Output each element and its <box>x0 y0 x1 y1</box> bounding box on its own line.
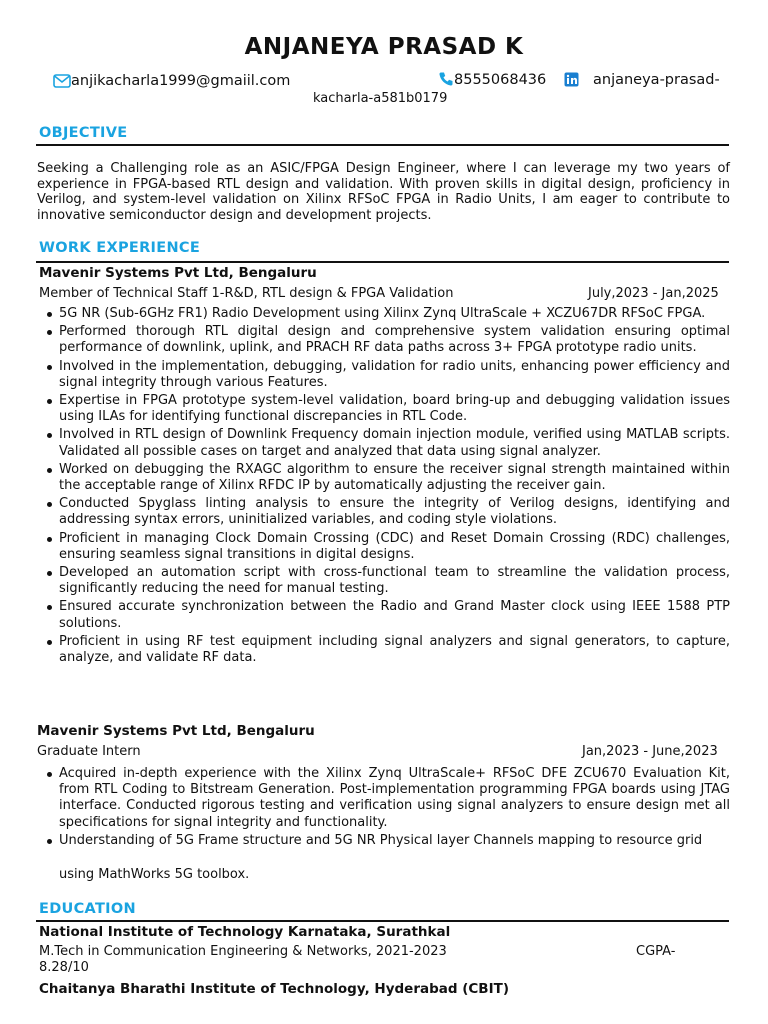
list-item: 5G NR (Sub-6GHz FR1) Radio Development using Xilinx Zynq UltraScale + XCZU67DR RFSoC FPGA. <box>59 306 730 322</box>
job-1-company: Mavenir Systems Pvt Ltd, Bengaluru <box>39 265 317 281</box>
job-1-bullets <box>59 306 730 668</box>
list-item: Developed an automation script with cross-functional team to streamline the validation process, significantly reducing the need for manual testing. <box>59 565 730 597</box>
experience-divider <box>36 261 729 263</box>
list-item: Performed thorough RTL digital design and comprehensive system validation ensuring optimal performance of downlink, uplink, and PRACH RF data paths across 3+ FPGA prototype radio units. <box>59 324 730 356</box>
list-item: Expertise in FPGA prototype system-level validation, board bring-up and debugging validation issues using ILAs for identifying functional discrepancies in RTL Code. <box>59 393 730 425</box>
job-2-bullets <box>59 766 730 851</box>
job-2-company: Mavenir Systems Pvt Ltd, Bengaluru <box>37 723 315 739</box>
experience-heading: WORK EXPERIENCE <box>39 240 201 256</box>
education-1-degree: M.Tech in Communication Engineering & Networks, 2021-2023 <box>39 944 447 959</box>
list-item: Conducted Spyglass linting analysis to ensure the integrity of Verilog designs, identifying and addressing syntax errors, uninitialized variables, and coding style violations. <box>59 496 730 528</box>
list-item: Acquired in-depth experience with the Xilinx Zynq UltraScale+ RFSoC DFE ZCU670 Evaluation Kit, from RTL Coding to Bitstream Generation. Post-implementation programming FPGA boards using JTAG interface. Conducted rigorous testing and verification using signal analyzers to ensure design met all specifications for signal integrity and functionality. <box>59 766 730 830</box>
education-1-institution: National Institute of Technology Karnataka, Surathkal <box>39 924 451 940</box>
list-item: Proficient in managing Clock Domain Crossing (CDC) and Reset Domain Crossing (RDC) challenges, ensuring seamless signal transitions in digital designs. <box>59 530 730 562</box>
job-2-role: Graduate Intern <box>37 744 141 759</box>
job-1-role: Member of Technical Staff 1-R&D, RTL design & FPGA Validation <box>39 286 454 301</box>
job-2-dates: Jan,2023 - June,2023 <box>582 744 718 759</box>
list-item: Proficient in using RF test equipment including signal analyzers and signal generators, to capture, analyze, and validate RF data. <box>59 633 730 666</box>
linkedin-contact[interactable] <box>564 72 720 88</box>
linkedin-text-line2[interactable]: kacharla-a581b0179 <box>313 91 448 106</box>
education-heading: EDUCATION <box>39 901 136 917</box>
education-2-institution: Chaitanya Bharathi Institute of Technology, Hyderabad (CBIT) <box>39 981 509 997</box>
objective-heading: OBJECTIVE <box>39 125 128 141</box>
education-divider <box>36 920 729 922</box>
objective-text: Seeking a Challenging role as an ASIC/FPGA Design Engineer, where I can leverage my two years of experience in FPGA-based RTL design and validation. With proven skills in digital design, proficiency in Verilog, and system-level validation on Xilinx RFSoC FPGA in Radio Units, I am eager to contribute to innovative semiconductor design and development projects. <box>37 161 730 224</box>
list-item: Understanding of 5G Frame structure and 5G NR Physical layer Channels mapping to resource grid <box>59 833 730 849</box>
list-item: Involved in the implementation, debugging, validation for radio units, enhancing power efficiency and signal integrity through various Features. <box>59 358 730 390</box>
email-text[interactable]: anjikacharla1999@gmaiil.com <box>71 73 291 89</box>
email-contact[interactable] <box>53 73 290 89</box>
linkedin-text-line1[interactable]: anjaneya-prasad- <box>593 72 720 88</box>
job-2-bullet-continuation: using MathWorks 5G toolbox. <box>59 867 250 882</box>
list-item: Involved in RTL design of Downlink Frequency domain injection module, verified using MATLAB scripts. Validated all possible cases on target and analyzed that data using signal analyzer. <box>59 427 730 459</box>
phone-contact[interactable] <box>438 71 546 88</box>
phone-icon <box>438 71 454 87</box>
mail-icon <box>53 74 71 88</box>
list-item: Worked on debugging the RXAGC algorithm to ensure the receiver signal strength maintained within the acceptable range of Xilinx RFDC IP by automatically adjusting the receiver gain. <box>59 461 730 494</box>
phone-text[interactable]: 8555068436 <box>454 72 547 88</box>
linkedin-icon <box>564 72 579 87</box>
education-1-score-label: CGPA- <box>636 944 676 959</box>
objective-divider <box>36 144 729 146</box>
job-1-dates: July,2023 - Jan,2025 <box>588 286 719 301</box>
candidate-name: ANJANEYA PRASAD K <box>244 34 524 60</box>
education-1-score-value: 8.28/10 <box>39 960 89 975</box>
list-item: Ensured accurate synchronization between the Radio and Grand Master clock using IEEE 1588 PTP solutions. <box>59 599 730 631</box>
